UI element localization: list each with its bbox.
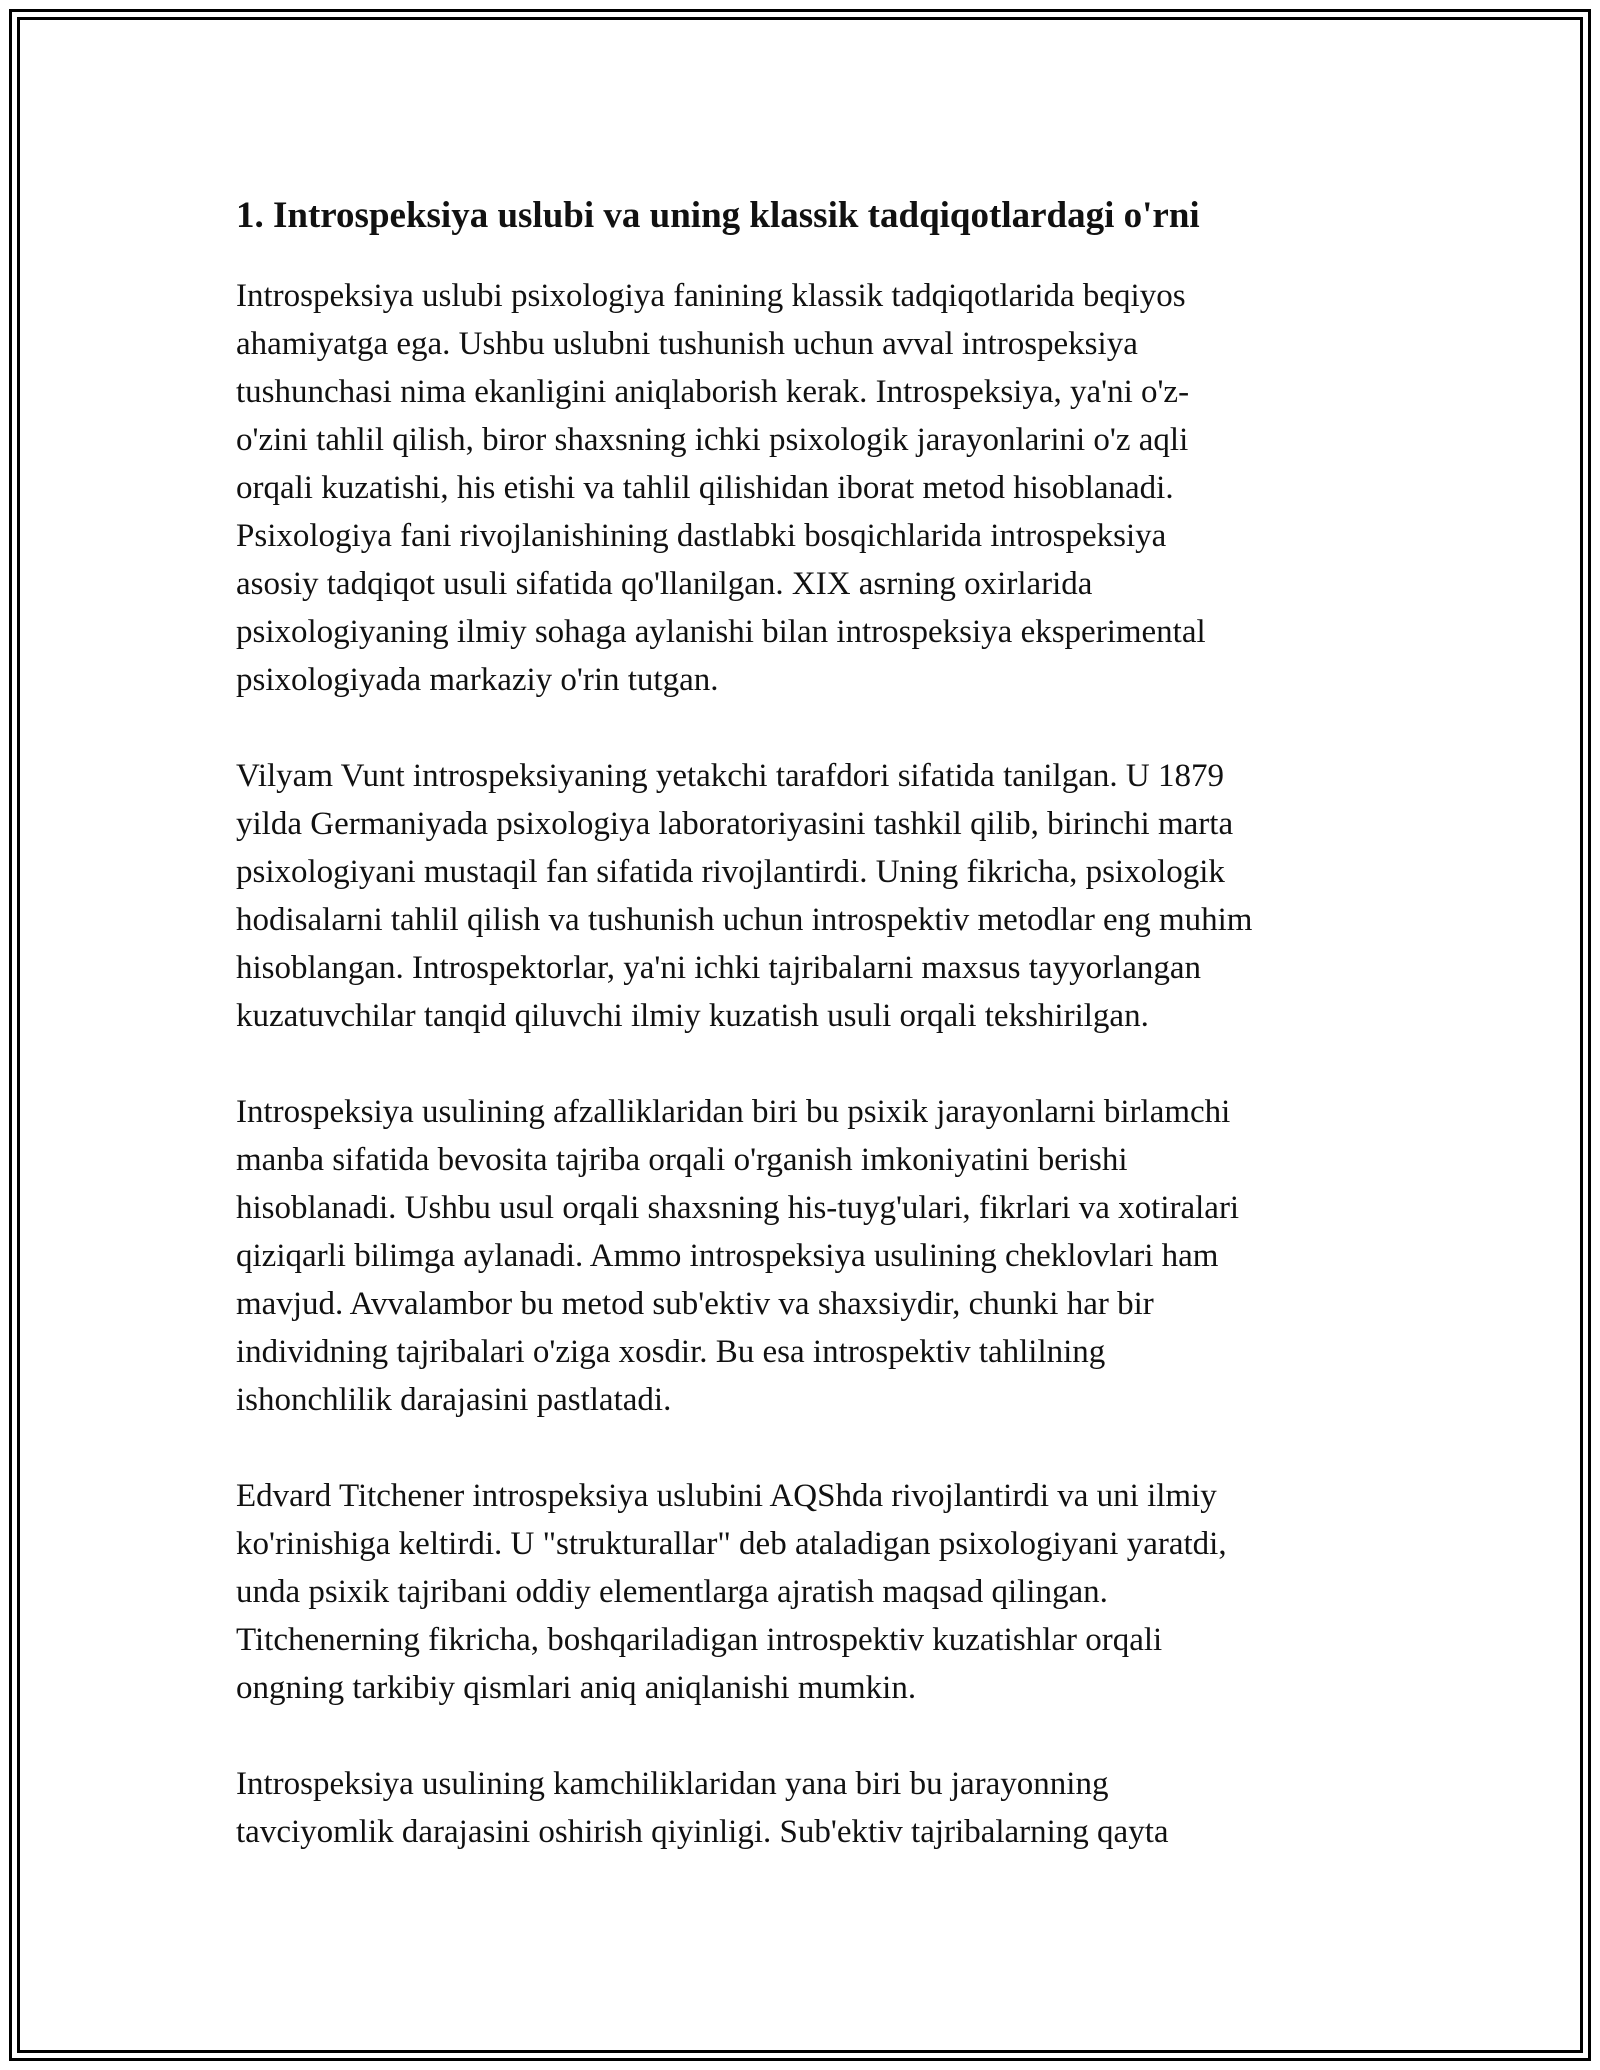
paragraph-titchener — [236, 1472, 1366, 1712]
text-line: ahamiyatga ega. Ushbu uslubni tushunish uchun avval introspeksiya — [236, 326, 1138, 362]
text-line: psixologiyaning ilmiy sohaga aylanishi bilan introspeksiya eksperimental — [236, 614, 1206, 650]
text-line: Psixologiya fani rivojlanishining dastlabki bosqichlarida introspeksiya — [236, 518, 1167, 554]
text-line: manba sifatida bevosita tajriba orqali o'rganish imkoniyatini berishi — [236, 1142, 1128, 1178]
section-heading: 1. Introspeksiya uslubi va uning klassik tadqiqotlardagi o'rni — [236, 195, 1200, 236]
text-line: tavciyomlik darajasini oshirish qiyinligi. Sub'ektiv tajribalarning qayta — [236, 1814, 1169, 1850]
text-line: ongning tarkibiy qismlari aniq aniqlanishi mumkin. — [236, 1670, 917, 1706]
text-line: ishonchlilik darajasini pastlatadi. — [236, 1382, 672, 1418]
text-line: Introspeksiya usulining afzalliklaridan biri bu psixik jarayonlarni birlamchi — [236, 1094, 1231, 1130]
text-line: tushunchasi nima ekanligini aniqlaborish kerak. Introspeksiya, ya'ni o'z- — [236, 374, 1190, 410]
text-line: Introspeksiya usulining kamchiliklaridan yana biri bu jarayonning — [236, 1766, 1109, 1802]
text-line: unda psixik tajribani oddiy elementlarga ajratish maqsad qilingan. — [236, 1574, 1108, 1610]
text-line: asosiy tadqiqot usuli sifatida qo'llanilgan. XIX asrning oxirlarida — [236, 566, 1093, 602]
text-line: Titchenerning fikricha, boshqariladigan introspektiv kuzatishlar orqali — [236, 1622, 1163, 1658]
text-line: kuzatuvchilar tanqid qiluvchi ilmiy kuzatish usuli orqali tekshirilgan. — [236, 998, 1149, 1034]
text-line: hisoblangan. Introspektorlar, ya'ni ichki tajribalarni maxsus tayyorlangan — [236, 950, 1202, 986]
text-line: Introspeksiya uslubi psixologiya fanining klassik tadqiqotlarida beqiyos — [236, 278, 1186, 314]
text-line: o'zini tahlil qilish, biror shaxsning ichki psixologik jarayonlarini o'z aqli — [236, 422, 1189, 458]
text-line: qiziqarli bilimga aylanadi. Ammo introspeksiya usulining cheklovlari ham — [236, 1238, 1219, 1274]
text-line: orqali kuzatishi, his etishi va tahlil qilishidan iborat metod hisoblanadi. — [236, 470, 1174, 506]
paragraph-introduction — [236, 272, 1366, 704]
document-body — [236, 190, 1366, 1904]
text-line: psixologiyada markaziy o'rin tutgan. — [236, 662, 719, 698]
text-line: hisoblanadi. Ushbu usul orqali shaxsning his-tuyg'ulari, fikrlari va xotiralari — [236, 1190, 1240, 1226]
paragraph-wundt — [236, 752, 1366, 1040]
text-line: Edvard Titchener introspeksiya uslubini AQShda rivojlantirdi va uni ilmiy — [236, 1478, 1217, 1514]
text-line: mavjud. Avvalambor bu metod sub'ektiv va shaxsiydir, chunki har bir — [236, 1286, 1154, 1322]
text-line: ko'rinishiga keltirdi. U "strukturallar" deb ataladigan psixologiyani yaratdi, — [236, 1526, 1227, 1562]
paragraph-advantages — [236, 1088, 1366, 1424]
text-line: hodisalarni tahlil qilish va tushunish uchun introspektiv metodlar eng muhim — [236, 902, 1253, 938]
text-line: Vilyam Vunt introspeksiyaning yetakchi tarafdori sifatida tanilgan. U 1879 — [236, 758, 1224, 794]
text-line: individning tajribalari o'ziga xosdir. Bu esa introspektiv tahlilning — [236, 1334, 1106, 1370]
paragraph-limitations — [236, 1760, 1366, 1856]
text-line: yilda Germaniyada psixologiya laboratoriyasini tashkil qilib, birinchi marta — [236, 806, 1234, 842]
text-line: psixologiyani mustaqil fan sifatida rivojlantirdi. Uning fikricha, psixologik — [236, 854, 1225, 890]
